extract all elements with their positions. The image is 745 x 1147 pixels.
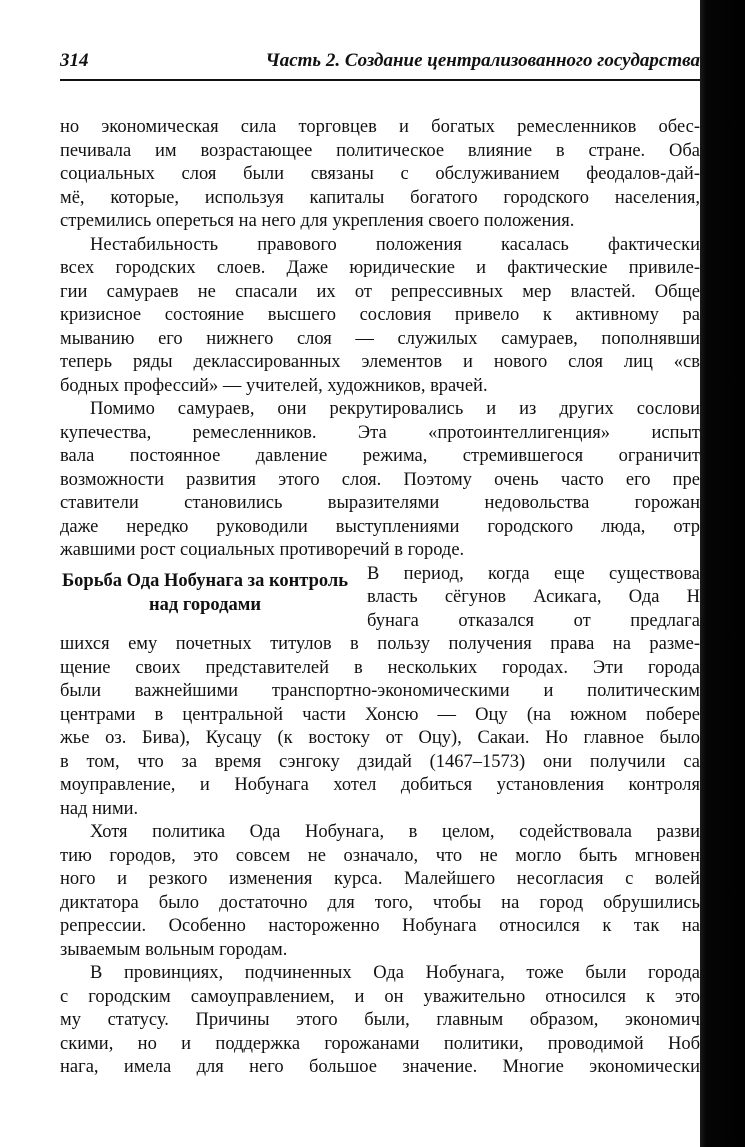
text-line: над ними. (60, 798, 139, 819)
header-rule (60, 79, 702, 81)
text-line: бунага отказался от предлага (367, 610, 700, 631)
body-text (60, 116, 700, 1080)
text-line: ставители становились выразителями недовольства горожан (60, 493, 700, 513)
text-line: ного и резкого изменения курса. Малейшего несогласия с волей (60, 869, 700, 889)
text-line: центрами в центральной части Хонсю — Оцу (на южном побере (60, 704, 700, 725)
text-line: купечества, ремесленников. Эта «протоинтеллигенция» испыт (60, 422, 700, 443)
text-line: с городским самоуправлением, и он уважительно относился к это (60, 986, 700, 1007)
paragraph (60, 821, 700, 962)
text-line: печивала им возрастающее политическое влияние в стране. Оба (60, 140, 700, 161)
text-line: В провинциях, подчиненных Ода Нобунага, тоже были города (90, 963, 700, 983)
text-line: в том, что за время сэнгоку дзидай (1467–1573) они получили са (60, 751, 700, 772)
text-line: гии самураев не спасали их от репрессивных мер властей. Обще (60, 281, 700, 302)
page-number: 314 (60, 50, 89, 71)
text-line: шихся ему почетных титулов в пользу получения права на разме- (60, 634, 700, 654)
text-line: му статусу. Причины этого были, главным образом, экономич (60, 1010, 700, 1030)
text-line: вала постоянное давление режима, стремившегося ограничит (60, 446, 700, 466)
text-line: скими, но и поддержка горожанами политики, проводимой Ноб (60, 1033, 700, 1054)
text-line: мыванию его нижнего слоя — служилых самураев, пополнявши (60, 328, 700, 349)
text-line: бодных профессий» — учителей, художников, врачей. (60, 375, 488, 396)
text-line: щение своих представителей в нескольких городах. Эти города (60, 657, 700, 678)
text-line: Хотя политика Ода Нобунага, в целом, содействовала разви (90, 822, 700, 842)
text-line: власть сёгунов Асикага, Ода Н (367, 587, 700, 607)
paragraph (60, 962, 700, 1080)
text-line: кризисное состояние высшего сословия привело к активному ра (60, 305, 700, 325)
page-header (60, 50, 700, 78)
text-line: жавшими рост социальных противоречий в городе. (60, 540, 465, 560)
text-line: репрессии. Особенно настороженно Нобунага относился к так на (60, 916, 700, 936)
text-line: даже нередко руководили выступлениями городского люда, отр (60, 516, 700, 537)
paragraph (60, 234, 700, 399)
scan-shadow-edge (700, 0, 745, 1147)
text-line: тию городов, это совсем не означало, что не могло быть мгновен (60, 845, 700, 866)
text-line: нага, имела для него большое значение. Многие экономически (60, 1057, 700, 1077)
text-line: жье оз. Бива), Кусацу (к востоку от Оцу), Сакаи. Но главное было (60, 728, 700, 748)
text-line: но экономическая сила торговцев и богатых ремесленников обес- (60, 117, 700, 137)
text-line: Нестабильность правового положения касалась фактически (90, 234, 700, 255)
running-head: Часть 2. Создание централизованного государства (265, 50, 700, 71)
paragraph (60, 116, 700, 234)
section-heading: Борьба Ода Нобунага за контроль над городами (61, 570, 349, 615)
text-line: Помимо самураев, они рекрутировались и из других сослови (90, 399, 700, 419)
text-line: моуправление, и Нобунага хотел добиться установления контроля (60, 775, 700, 795)
text-line: всех городских слоев. Даже юридические и фактические привиле- (60, 258, 700, 278)
text-line: теперь ряды деклассированных элементов и нового слоя лиц «св (60, 352, 700, 372)
text-line: были важнейшими транспортно-экономическими и политическим (60, 681, 700, 701)
text-line: диктатора было достаточно для того, чтобы на город обрушились (60, 892, 700, 913)
section-block (60, 563, 700, 822)
text-line: стремились опереться на него для укрепления своего положения. (60, 211, 575, 231)
text-line: социальных слоя были связаны с обслуживанием феодалов-дай- (60, 164, 700, 184)
text-line: мё, которые, используя капиталы богатого городского населения, (60, 187, 700, 208)
text-line: В период, когда еще существова (367, 563, 700, 584)
text-line: возможности развития этого слоя. Поэтому очень часто его пре (60, 469, 700, 490)
text-line: зываемым вольным городам. (60, 939, 288, 960)
paragraph (60, 398, 700, 563)
